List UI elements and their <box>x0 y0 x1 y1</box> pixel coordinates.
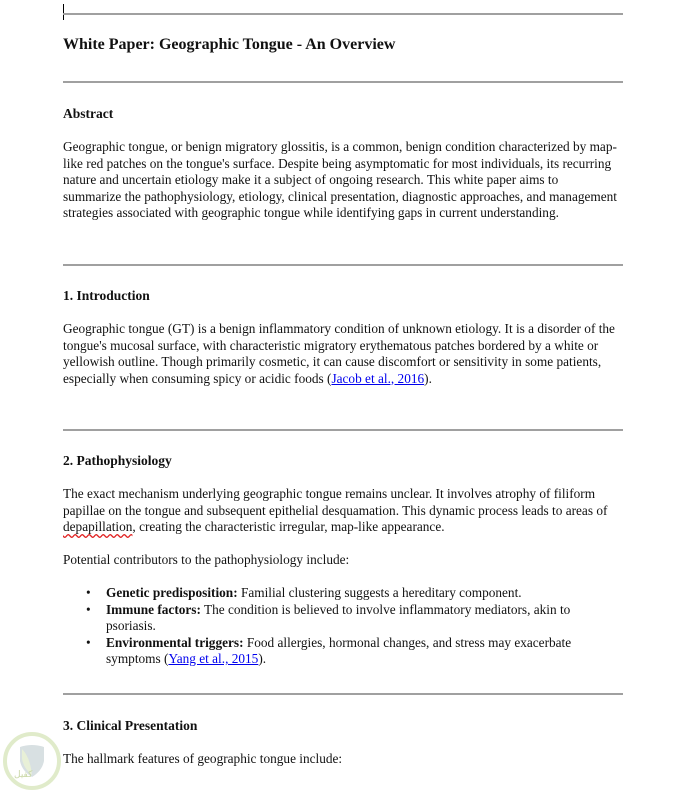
horizontal-rule <box>63 264 623 266</box>
list-item-text: Food allergies, hormonal changes, and stress may exacerbate symptoms ( <box>106 634 572 666</box>
citation-link-jacob[interactable]: Jacob et al., 2016 <box>331 370 425 386</box>
horizontal-rule <box>63 13 623 15</box>
bullet-icon: • <box>86 585 91 600</box>
clinical-presentation-paragraph: The hallmark features of geographic tongue include: <box>63 751 343 766</box>
list-item <box>63 635 606 668</box>
list-item-text: Familial clustering suggests a hereditary component. <box>237 585 522 600</box>
list-item <box>63 602 606 635</box>
list-item-term: Environmental triggers: <box>106 634 244 650</box>
horizontal-rule <box>63 429 623 431</box>
watermark-text: كفيل <box>14 770 33 780</box>
contributors-list <box>63 585 623 668</box>
text-cursor <box>63 4 64 20</box>
section-heading-introduction: 1. Introduction <box>63 288 150 303</box>
paragraph-text: Geographic tongue (GT) is a benign inflammatory condition of unknown etiology. It is a disorder of the tongue's mucosal surface, with characteristic migratory erythematous patches bordered by a white or yellowish outline. Though primarily cosmetic, it can cause discomfort or sensitivity in some patients, especially when consuming spicy or acidic foods ( <box>63 321 615 386</box>
horizontal-rule <box>63 81 623 83</box>
list-item-term: Immune factors: <box>106 601 201 617</box>
paragraph-text: The exact mechanism underlying geographic tongue remains unclear. It involves atrophy of filiform papillae on the tongue and subsequent epithelial desquamation. This dynamic process leads to areas of <box>63 486 608 518</box>
list-item-term: Genetic predisposition: <box>106 585 238 600</box>
misspelled-word[interactable]: depapillation <box>63 519 133 534</box>
paragraph-text: , creating the characteristic irregular, map-like appearance. <box>132 519 445 534</box>
document-title: White Paper: Geographic Tongue - An Overview <box>63 36 396 53</box>
section-heading-pathophysiology: 2. Pathophysiology <box>63 453 172 468</box>
shield-leaf-icon <box>2 731 62 791</box>
abstract-paragraph: Geographic tongue, or benign migratory glossitis, is a common, benign condition characterized by map-like red patches on the tongue's surface. Despite being asymptomatic for most individuals, its recurring nature and uncertain etiology make it a subject of ongoing research. This white paper aims to summarize the pathophysiology, etiology, clinical presentation, diagnostic approaches, and management strategies associated with geographic tongue while identifying gaps in current understanding. <box>63 139 617 220</box>
section-heading-abstract: Abstract <box>63 106 114 121</box>
horizontal-rule <box>63 693 623 695</box>
contributors-intro: Potential contributors to the pathophysiology include: <box>63 552 350 567</box>
list-item <box>63 585 606 602</box>
bullet-icon: • <box>86 601 91 617</box>
introduction-paragraph <box>63 321 618 387</box>
pathophysiology-paragraph <box>63 486 618 536</box>
list-item-text: ). <box>258 651 267 666</box>
list-item-text: The condition is believed to involve inflammatory mediators, akin to psoriasis. <box>106 601 571 633</box>
citation-link-yang[interactable]: Yang et al., 2015 <box>168 651 259 666</box>
bullet-icon: • <box>86 634 91 650</box>
paragraph-text: ). <box>424 370 432 386</box>
section-heading-clinical-presentation: 3. Clinical Presentation <box>63 718 198 733</box>
